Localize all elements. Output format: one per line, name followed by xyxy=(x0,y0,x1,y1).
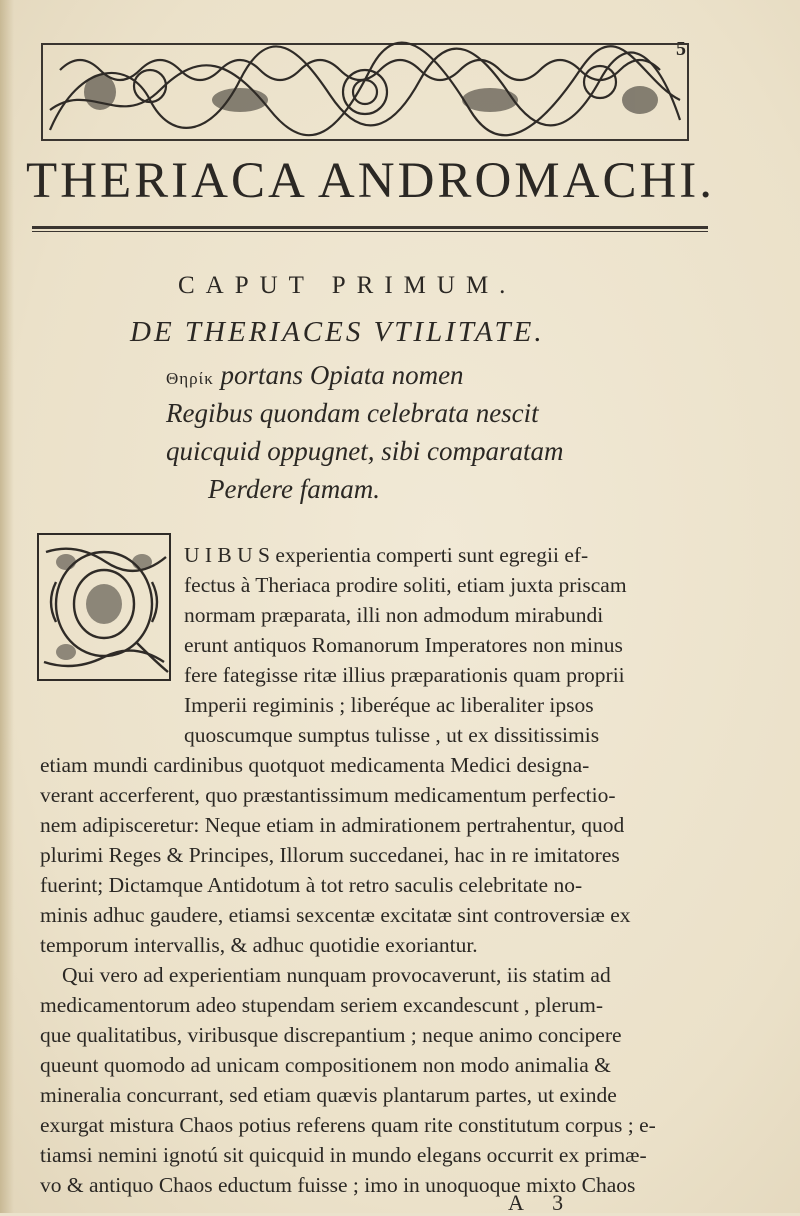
body-line-14: temporum intervallis, & adhuc quotidie exoriantur. xyxy=(40,933,478,957)
verse-line-1 xyxy=(166,360,464,391)
body-line-12: fuerint; Dictamque Antidotum à tot retro saculis celebritate no- xyxy=(40,873,583,897)
verse-line-4: Perdere famam. xyxy=(208,474,380,504)
title-rule xyxy=(32,226,708,229)
ornamental-initial-icon xyxy=(36,532,172,682)
verse-line-1-text: portans Opiata nomen xyxy=(220,360,464,390)
catchword: A 3 xyxy=(508,1190,576,1215)
body-line-10: nem adipisceretur: Neque etiam in admirationem pertrahentur, quod xyxy=(40,813,625,837)
body-line-20: exurgat mistura Chaos potius referens quam rite constitutum corpus ; e- xyxy=(40,1113,656,1137)
body-line-21: tiamsi nemini ignotú sit quicquid in mundo elegans occurrit ex primæ- xyxy=(40,1143,647,1167)
body-line-7: quoscumque sumptus tulisse , ut ex dissitissimis xyxy=(184,723,600,747)
chapter-heading: CAPUT PRIMUM. xyxy=(178,272,517,299)
body-line-15: Qui vero ad experientiam nunquam provocaverunt, iis statim ad xyxy=(62,963,611,987)
body-line-18: queunt quomodo ad unicam compositionem non modo animalia & xyxy=(40,1053,611,1077)
chapter-subtitle: DE THERIACES VTILITATE. xyxy=(130,316,545,348)
ornamental-headpiece-icon xyxy=(40,40,690,144)
title-rule-thin xyxy=(32,231,708,232)
page-title: THERIACA ANDROMACHI. xyxy=(26,153,716,209)
body-line-5: fere fategisse ritæ illius præparationis quam proprii xyxy=(184,663,625,687)
body-line-2: fectus à Theriaca prodire soliti, etiam juxta priscam xyxy=(184,573,627,597)
body-line-19: mineralia concurrant, sed etiam quævis plantarum partes, ut exinde xyxy=(40,1083,617,1107)
body-line-8: etiam mundi cardinibus quotquot medicamenta Medici designa- xyxy=(40,753,590,777)
body-line-11: plurimi Reges & Principes, Illorum succedanei, hac in re imitatores xyxy=(40,843,620,867)
greek-word: Θηρίκ xyxy=(166,369,214,388)
verse-line-2: Regibus quondam celebrata nescit xyxy=(166,398,539,428)
body-line-13: minis adhuc gaudere, etiamsi sexcentæ excitatæ sint controversiæ ex xyxy=(40,903,631,927)
body-line-1: U I B U S experientia comperti sunt egregii ef- xyxy=(184,543,589,567)
body-line-4: erunt antiquos Romanorum Imperatores non minus xyxy=(184,633,623,657)
body-line-16: medicamentorum adeo stupendam seriem excandescunt , plerum- xyxy=(40,993,603,1017)
folio-number: 5 xyxy=(676,38,686,60)
body-line-9: verant accerferent, quo præstantissimum medicamentum perfectio- xyxy=(40,783,616,807)
body-line-17: que qualitatibus, viribusque discrepantium ; neque animo concipere xyxy=(40,1023,622,1047)
verse-line-3: quicquid oppugnet, sibi comparatam xyxy=(166,436,564,466)
body-line-3: normam præparata, illi non admodum mirabundi xyxy=(184,603,604,627)
body-line-6: Imperii regiminis ; liberéque ac liberaliter ipsos xyxy=(184,693,594,717)
gutter-shadow xyxy=(0,0,14,1213)
body-line-22: vo & antiquo Chaos eductum fuisse ; imo in unoquoque mixto Chaos xyxy=(40,1173,636,1197)
